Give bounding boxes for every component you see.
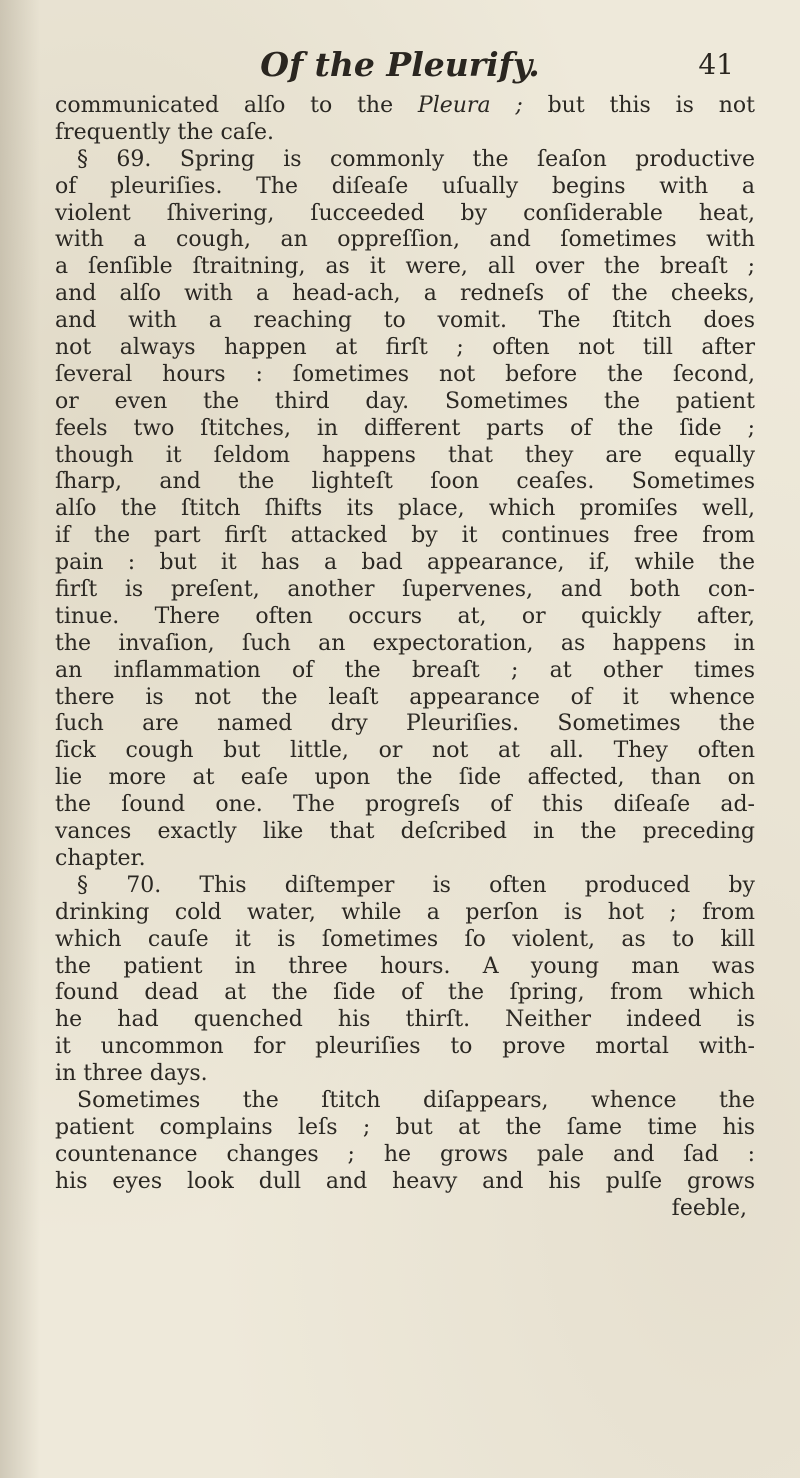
text-segment: vances exactly like that deſcribed in the preceding (55, 819, 755, 845)
text-segment: § 69. Spring is commonly the ſeaſon productive (77, 146, 755, 172)
text-line (55, 765, 755, 792)
text-segment: his eyes look dull and heavy and his pulſe grows (55, 1168, 755, 1194)
text-line (55, 1034, 755, 1061)
page-number: 41 (698, 48, 734, 81)
text-segment: chapter. (55, 845, 146, 871)
text-segment: there is not the leaſt appearance of it whence (55, 684, 755, 710)
text-line (55, 980, 755, 1007)
text-segment: tinue. There often occurs at, or quickly after, (55, 603, 755, 629)
text-line (55, 631, 755, 658)
text-segment: a ſenſible ſtraitning, as it were, all over the breaſt ; (55, 254, 755, 280)
text-segment: alſo the ſtitch ſhifts its place, which promiſes well, (55, 496, 755, 522)
text-line (55, 873, 755, 900)
text-line (55, 738, 755, 765)
text-line (55, 1088, 755, 1115)
text-segment: found dead at the ſide of the ſpring, from which (55, 980, 755, 1006)
text-segment: but this is not (522, 93, 755, 118)
text-line (55, 147, 755, 174)
text-line (55, 550, 755, 577)
text-line (55, 308, 755, 335)
text-line (55, 658, 755, 685)
text-line (55, 389, 755, 416)
text-segment: Sometimes the ſtitch diſappears, whence the (77, 1087, 755, 1113)
text-line (55, 954, 755, 981)
text-line (55, 685, 755, 712)
text-segment: countenance changes ; he grows pale and ſad : (55, 1141, 755, 1167)
text-segment: if the part firſt attacked by it continues free from (55, 523, 755, 549)
text-segment: of pleuriſies. The diſeaſe uſually begins with a (55, 173, 755, 199)
text-segment: firſt is preſent, another ſupervenes, and both con- (55, 577, 755, 603)
text-segment: and with a reaching to vomit. The ſtitch does (55, 308, 755, 334)
text-segment: patient complains leſs ; but at the ſame time his (55, 1114, 755, 1140)
text-line (55, 711, 755, 738)
text-segment: pain : but it has a bad appearance, if, while the (55, 550, 755, 576)
text-segment: an inflammation of the breaſt ; at other times (55, 657, 755, 683)
text-line (55, 523, 755, 550)
text-line (55, 1196, 755, 1223)
italic-term: Pleura ; (417, 93, 523, 118)
text-line (55, 577, 755, 604)
text-line (55, 604, 755, 631)
text-segment: the ſound one. The progreſs of this diſeaſe ad- (55, 792, 755, 818)
text-line (55, 900, 755, 927)
page-header (60, 40, 740, 90)
text-segment: he had quenched his thirſt. Neither indeed is (55, 1007, 755, 1033)
text-segment: § 70. This diſtemper is often produced by (77, 872, 755, 898)
text-segment: it uncommon for pleuriſies to prove mortal with- (55, 1034, 755, 1060)
text-line (55, 362, 755, 389)
text-segment: feeble, (671, 1195, 747, 1221)
text-line (55, 93, 755, 120)
text-segment: drinking cold water, while a perſon is hot ; from (55, 899, 755, 925)
text-segment: and alſo with a head-ach, a redneſs of the cheeks, (55, 281, 755, 307)
text-line (55, 443, 755, 470)
text-line (55, 335, 755, 362)
text-segment: lie more at eaſe upon the ſide affected, than on (55, 765, 755, 791)
text-line (55, 174, 755, 201)
text-line (55, 1142, 755, 1169)
running-title: Of the Pleurify. (260, 45, 540, 84)
text-line (55, 254, 755, 281)
text-segment: with a cough, an oppreſſion, and ſometimes with (55, 227, 755, 253)
text-segment: ſick cough but little, or not at all. They often (55, 738, 755, 764)
text-segment: violent ſhivering, ſucceeded by conſiderable heat, (55, 200, 755, 226)
text-line (55, 1115, 755, 1142)
text-line (55, 416, 755, 443)
text-segment: though it ſeldom happens that they are equally (55, 442, 755, 468)
text-segment: feels two ſtitches, in different parts of the ſide ; (55, 415, 755, 441)
text-line (55, 927, 755, 954)
text-segment: ſharp, and the lighteſt ſoon ceaſes. Sometimes (55, 469, 755, 495)
text-line (55, 469, 755, 496)
text-line (55, 846, 755, 873)
text-segment: ſuch are named dry Pleuriſies. Sometimes the (55, 711, 755, 737)
text-segment: ſeveral hours : ſometimes not before the ſecond, (55, 361, 755, 387)
text-segment: communicated alſo to the (55, 93, 418, 118)
text-line (55, 281, 755, 308)
text-segment: the patient in three hours. A young man was (55, 953, 755, 979)
text-line (55, 819, 755, 846)
text-line (55, 201, 755, 228)
gutter-shadow (0, 0, 40, 1478)
text-segment: in three days. (55, 1061, 208, 1087)
text-segment: or even the third day. Sometimes the patient (55, 388, 755, 414)
text-segment: the invaſion, ſuch an expectoration, as happens in (55, 630, 755, 656)
text-line (55, 1007, 755, 1034)
text-line (55, 227, 755, 254)
text-line (55, 1061, 755, 1088)
text-line (55, 120, 755, 147)
text-segment: frequently the caſe. (55, 119, 275, 145)
text-line (55, 496, 755, 523)
text-line (55, 792, 755, 819)
text-segment: which cauſe it is ſometimes ſo violent, as to kill (55, 926, 755, 952)
body-text (55, 93, 755, 1222)
text-segment: not always happen at firſt ; often not till after (55, 335, 755, 361)
text-line (55, 1169, 755, 1196)
